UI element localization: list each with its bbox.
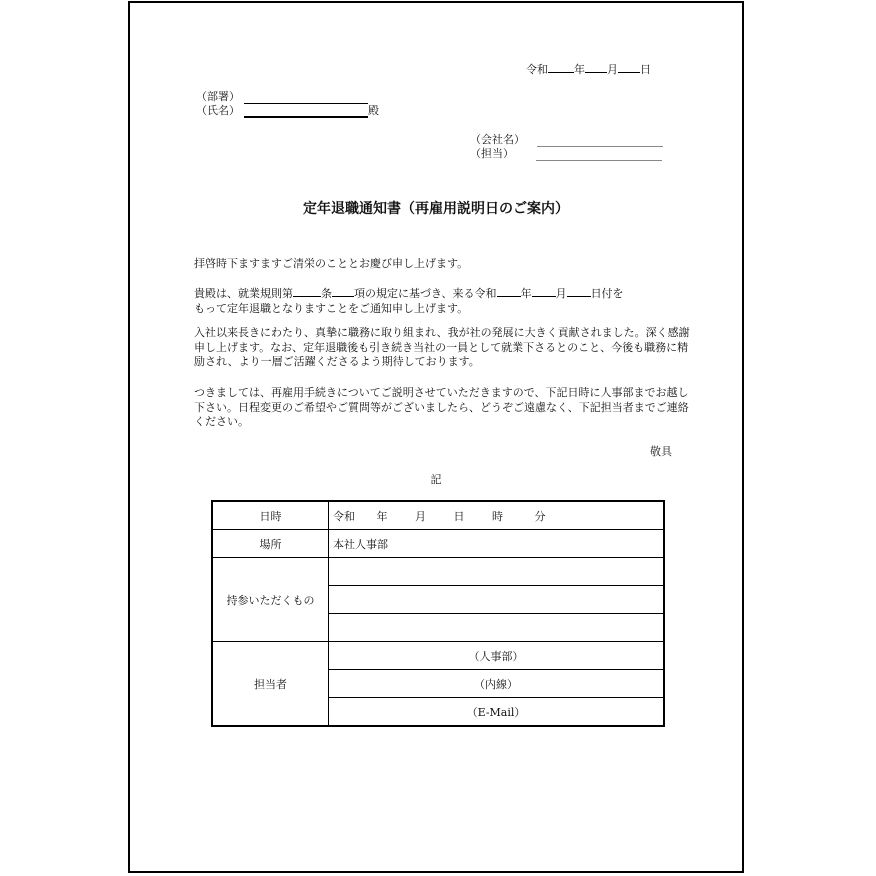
datetime-label: 日時: [212, 501, 329, 530]
table-row: [212, 642, 664, 670]
date-month-blank: [585, 61, 607, 73]
department-blank: [244, 92, 368, 104]
p2-text-e: 月: [555, 287, 567, 300]
items-label: 持参いただくもの: [212, 558, 329, 642]
sender-contact-label: （担当）: [470, 147, 514, 160]
retire-month-blank: [532, 285, 556, 297]
date-year-blank: [548, 61, 574, 73]
date-era: 令和: [526, 63, 548, 76]
datetime-value: [329, 501, 665, 530]
p2-text-d: 年: [520, 287, 532, 300]
name-blank: [244, 105, 368, 118]
table-row: [212, 501, 664, 530]
document-page: [128, 1, 744, 873]
sender-block: [470, 133, 663, 161]
document-title: 定年退職通知書（再雇用説明日のご案内）: [303, 201, 569, 217]
place-label: 場所: [212, 530, 329, 558]
items-line-1: [329, 558, 665, 586]
dt-month: 月: [415, 509, 426, 523]
ki-heading: 記: [430, 473, 442, 486]
contact-extension: （内線）: [329, 670, 665, 698]
dt-day: 日: [453, 509, 465, 523]
date-line: [526, 61, 651, 77]
department-label: （部署）: [196, 90, 240, 103]
table-row: [212, 530, 664, 558]
items-line-3: [329, 614, 665, 642]
recipient-block: [196, 90, 379, 118]
date-month-label: 月: [607, 63, 618, 76]
company-blank: [537, 136, 663, 147]
dt-minute: 分: [534, 509, 546, 523]
greeting-paragraph: 拝啓時下ますますご清栄のこととお慶び申し上げます。: [194, 257, 469, 270]
retire-year-blank: [497, 285, 521, 297]
dt-year: 年: [376, 509, 388, 523]
p2-text-c: 項の規定に基づき、来る令和: [354, 287, 497, 300]
date-day-label: 日: [640, 63, 651, 76]
p2-text-g: もって定年退職となりますことをご通知申し上げます。: [194, 301, 469, 315]
gratitude-paragraph: 入社以来長きにわたり、真摯に職務に取り組まれ、我が社の発展に大きく貢献されました。深く感謝申し上げます。なお、定年退職後も引き続き当社の一員として就業下さるとのこと、今後も職務に精励され、より一層ご活躍くださるよう期待しております。: [194, 326, 690, 368]
closing-word: 敬具: [650, 445, 672, 458]
contact-label: 担当者: [212, 642, 329, 727]
place-value: 本社人事部: [329, 530, 665, 558]
name-label: （氏名）: [196, 104, 240, 117]
details-table: [211, 500, 665, 727]
honorific: 殿: [368, 104, 379, 117]
dt-era: 令和: [333, 509, 355, 523]
clause-blank: [332, 285, 354, 297]
retire-day-blank: [567, 285, 591, 297]
p2-text-b: 条: [321, 287, 332, 300]
date-day-blank: [618, 61, 640, 73]
retirement-notice-paragraph: [194, 285, 694, 316]
items-line-2: [329, 586, 665, 614]
date-year-label: 年: [574, 63, 585, 76]
contact-department: （人事部）: [329, 642, 665, 670]
p2-text-f: 日付を: [590, 287, 624, 300]
contact-email: （E-Mail）: [329, 698, 665, 727]
instruction-paragraph: つきましては、再雇用手続きについてご説明させていただきますので、下記日時に人事部までお越し下さい。日程変更のご希望やご質問等がございましたら、どうぞご遠慮なく、下記担当者までご連絡ください。: [194, 386, 689, 428]
article-blank: [293, 285, 321, 297]
table-row: [212, 558, 664, 586]
dt-hour: 時: [492, 509, 503, 523]
p2-text-a: 貴殿は、就業規則第: [194, 287, 293, 300]
sender-contact-blank: [536, 150, 662, 161]
company-label: （会社名）: [470, 133, 525, 146]
